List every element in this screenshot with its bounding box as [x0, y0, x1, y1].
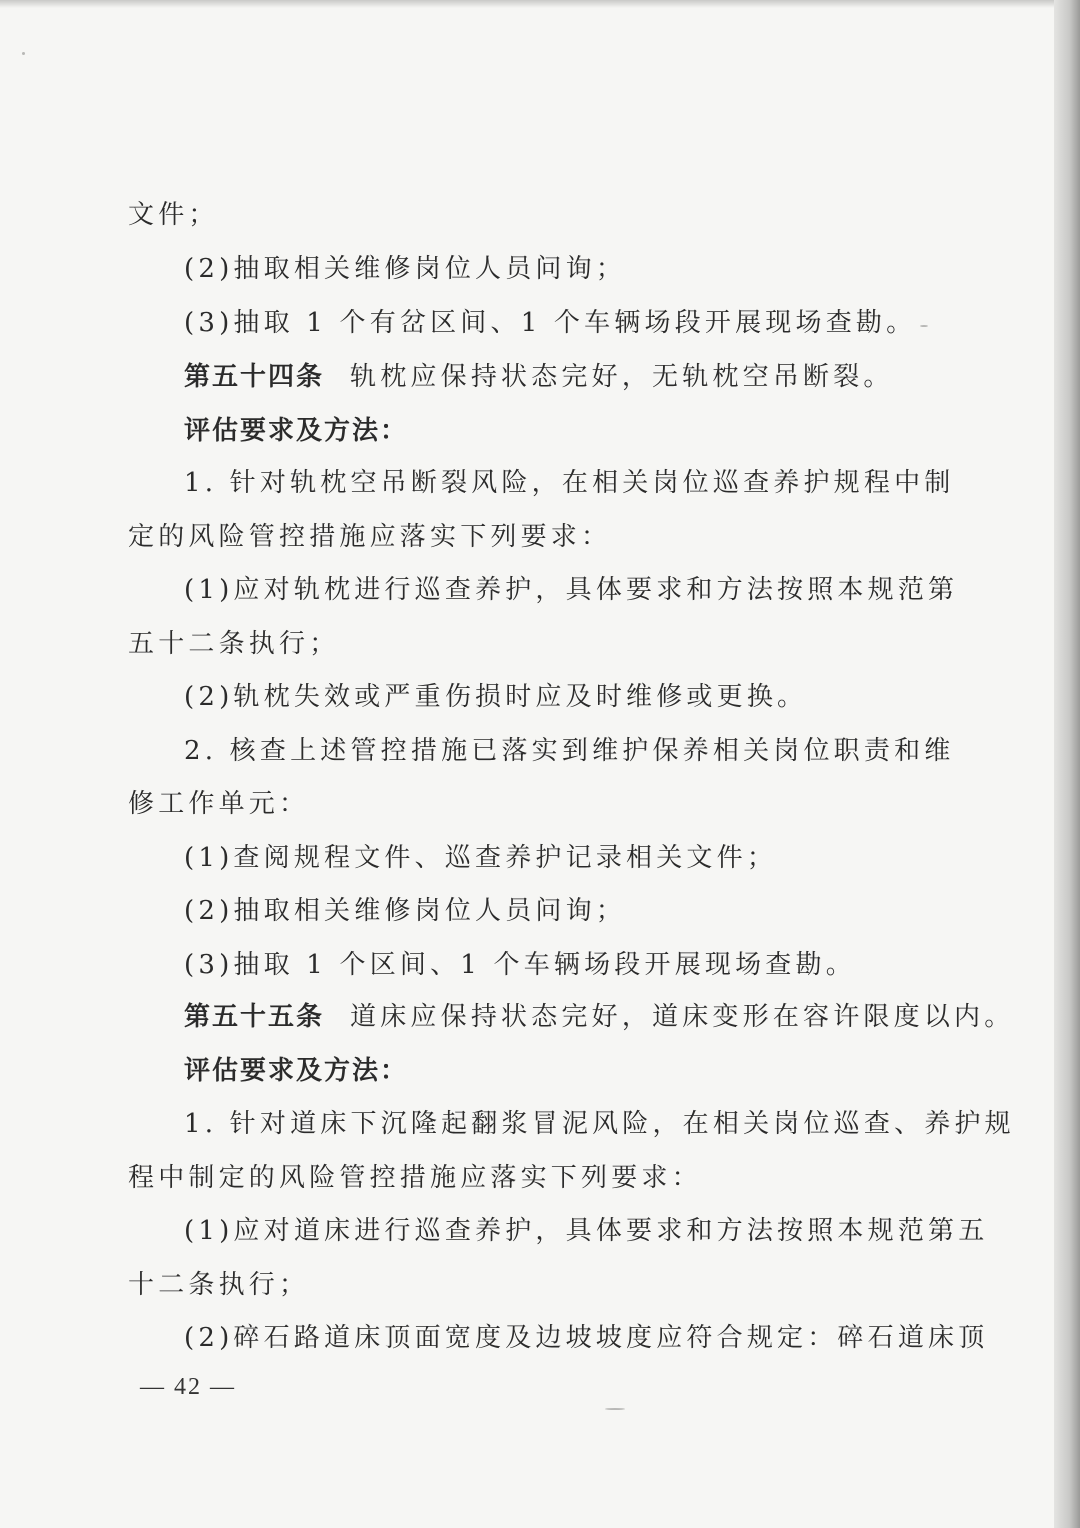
paragraph-line: 文件；	[128, 200, 219, 230]
paragraph-line: (3)抽取 1 个区间、1 个车辆场段开展现场查勘。	[184, 950, 856, 980]
section-heading: 评估要求及方法：	[184, 416, 409, 446]
scan-speck	[22, 52, 25, 55]
article-text: 轨枕应保持状态完好，无轨枕空吊断裂。	[350, 362, 894, 392]
article-line	[184, 360, 894, 394]
paragraph-line: 定的风险管控措施应落实下列要求：	[128, 522, 612, 552]
paragraph-line: (1)应对轨枕进行巡查养护，具体要求和方法按照本规范第	[184, 575, 959, 605]
paragraph-line: 1. 针对道床下沉隆起翻浆冒泥风险，在相关岗位巡查、养护规	[184, 1109, 1015, 1139]
paragraph-line: (2)轨枕失效或严重伤损时应及时维修或更换。	[184, 682, 808, 712]
paragraph-line: 十二条执行；	[128, 1270, 310, 1300]
page-number: — 42 —	[140, 1374, 236, 1400]
article-number: 第五十五条	[184, 1002, 325, 1032]
article-text: 道床应保持状态完好，道床变形在容许限度以内。	[350, 1002, 1015, 1032]
paragraph-line: (2)抽取相关维修岗位人员问询；	[184, 896, 627, 926]
paragraph-line: (3)抽取 1 个有岔区间、1 个车辆场段开展现场查勘。	[184, 308, 917, 338]
paragraph-line: 程中制定的风险管控措施应落实下列要求：	[128, 1163, 702, 1193]
article-line	[184, 1000, 1014, 1034]
scan-speck	[605, 1408, 625, 1410]
article-number: 第五十四条	[184, 362, 325, 392]
scan-edge-shadow	[1054, 0, 1080, 1528]
section-heading: 评估要求及方法：	[184, 1056, 409, 1086]
paragraph-line: (1)应对道床进行巡查养护，具体要求和方法按照本规范第五	[184, 1216, 989, 1246]
scan-speck	[920, 325, 928, 327]
scan-top-shadow	[0, 0, 1080, 8]
paragraph-line: 2. 核查上述管控措施已落实到维护保养相关岗位职责和维	[184, 736, 955, 766]
paragraph-line: (2)抽取相关维修岗位人员问询；	[184, 254, 627, 284]
paragraph-line: 五十二条执行；	[128, 629, 340, 659]
paragraph-line: 1. 针对轨枕空吊断裂风险，在相关岗位巡查养护规程中制	[184, 468, 955, 498]
paragraph-line: (2)碎石路道床顶面宽度及边坡坡度应符合规定：碎石道床顶	[184, 1323, 989, 1353]
paragraph-line: 修工作单元：	[128, 789, 310, 819]
paragraph-line: (1)查阅规程文件、巡查养护记录相关文件；	[184, 843, 778, 873]
